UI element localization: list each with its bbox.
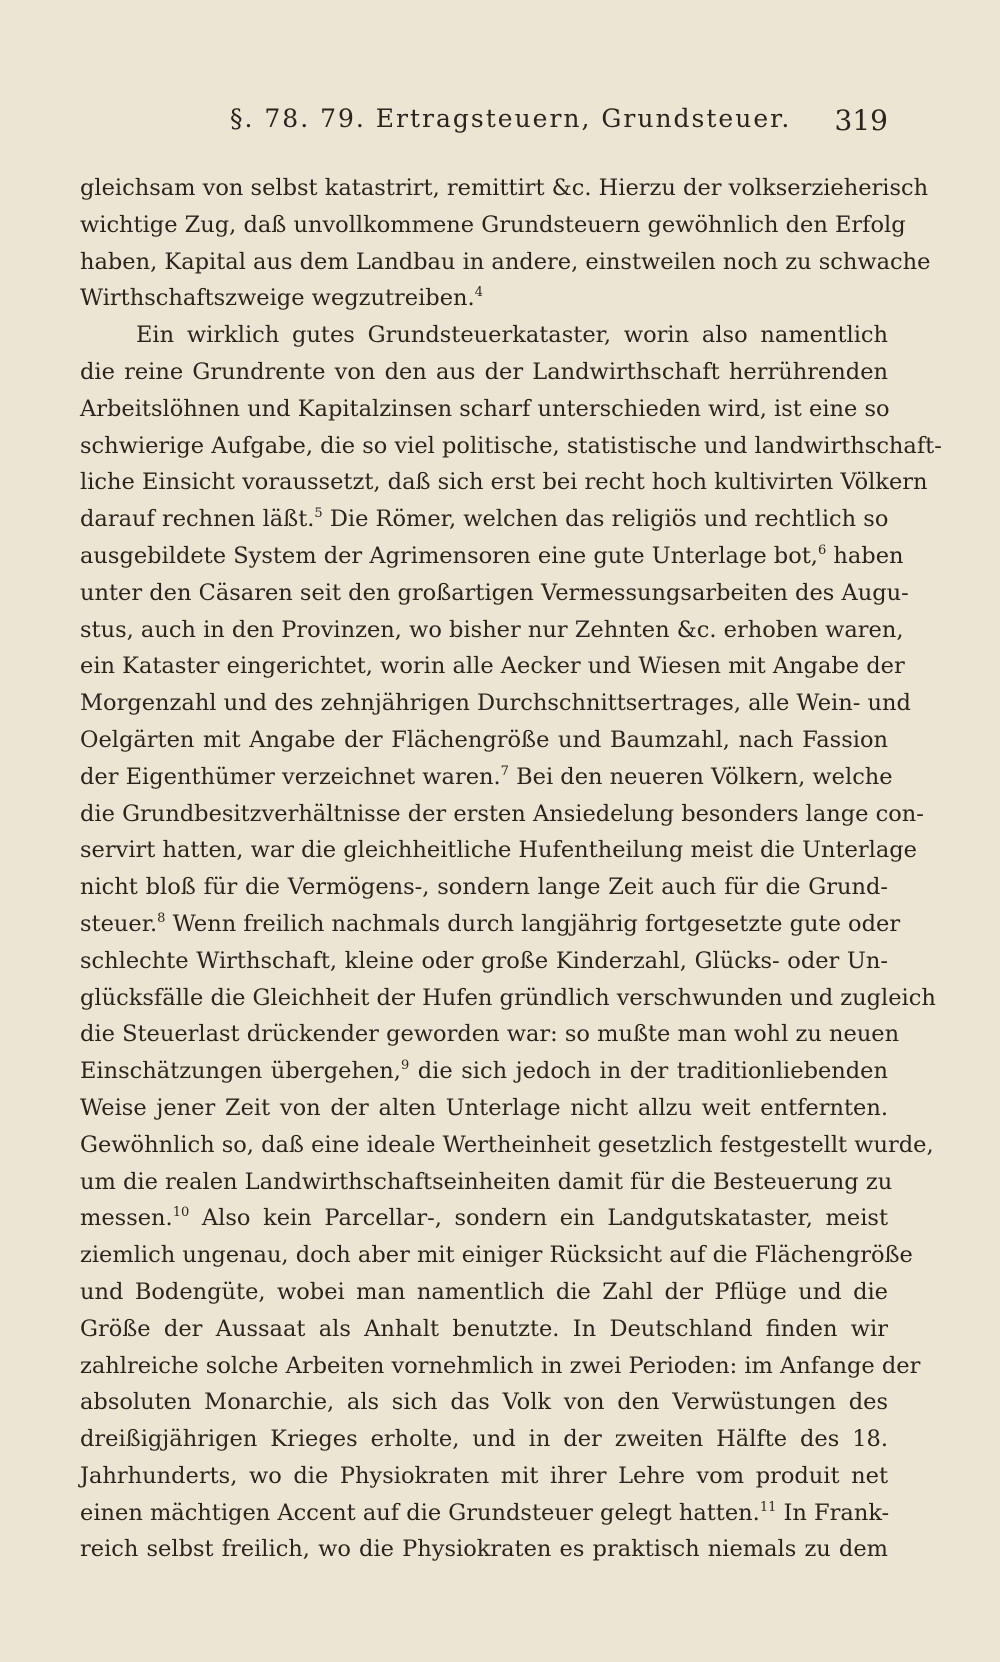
line-text: die Steuerlast drückender geworden war: so mußte man wohl zu neuen [80,1021,900,1048]
line-text: reich selbst freilich, wo die Physiokraten es praktisch niemals zu dem [80,1536,888,1563]
line-text: wichtige Zug, daß unvollkommene Grundsteuern gewöhnlich den Erfolg [80,211,906,238]
text-line [80,796,924,833]
text-line [80,906,901,943]
text-line [80,1200,888,1237]
line-text: nicht bloß für die Vermögens-, sondern lange Zeit auch für die Grund- [80,874,888,901]
text-line [80,980,936,1017]
line-text: Wirthschaftszweige wegzutreiben. [80,285,475,312]
text-line [80,722,888,759]
line-text: Morgenzahl und des zehnjährigen Durchschnittsertrages, alle Wein- und [80,690,911,717]
line-text: die Grundbesitzverhältnisse der ersten Ansiedelung besonders lange con- [80,800,924,827]
text-line [80,170,929,207]
line-text-continued: haben [826,542,904,569]
line-text: stus, auch in den Provinzen, wo bisher nur Zehnten &c. erhoben waren, [80,616,904,643]
text-line [80,648,905,685]
line-text-continued: Wenn freilich nachmals durch langjährig fortgesetzte gute oder [165,910,901,937]
line-text: messen. [80,1205,173,1232]
text-line [80,354,888,391]
footnote-marker: 8 [157,910,166,926]
line-text: Oelgärten mit Angabe der Flächengröße und Baumzahl, nach Fassion [80,726,888,753]
footnote-marker: 7 [500,763,509,779]
line-text: darauf rechnen läßt. [80,506,315,533]
text-line [80,612,904,649]
line-text: gleichsam von selbst katastrirt, remittirt &c. Hierzu der volkserzieherisch [80,175,929,201]
text-line [80,1495,888,1532]
text-line [80,1016,900,1053]
line-text: ein Kataster eingerichtet, worin alle Aecker und Wiesen mit Angabe der [80,653,905,680]
footnote-marker: 11 [759,1499,777,1515]
footnote-marker: 5 [314,506,323,522]
text-line [80,1164,893,1201]
footnote-marker: 10 [172,1205,190,1221]
text-line [80,575,909,612]
text-line [80,1311,888,1348]
text-line [80,1127,934,1164]
text-line [80,538,904,575]
text-line [80,207,906,244]
text-line [80,1384,888,1421]
text-line [80,943,888,980]
line-text: steuer. [80,910,158,937]
text-line [80,391,888,428]
text-line [80,1421,888,1458]
line-text-continued: die sich jedoch in der traditionliebenden [409,1058,888,1085]
line-text: glücksfälle die Gleichheit der Hufen gründlich verschwunden und zugleich [80,984,936,1011]
footnote-marker: 4 [474,285,483,301]
text-line [80,1274,888,1311]
text-line [80,464,928,501]
line-text: servirt hatten, war die gleichheitliche Hufentheilung meist die Unterlage [80,837,917,864]
text-line [80,1053,888,1090]
line-text-continued: In Frank- [776,1499,890,1526]
line-text: Einschätzungen übergehen, [80,1058,401,1085]
body-text [80,170,942,1568]
line-text: Gewöhnlich so, daß eine ideale Wertheinheit gesetzlich festgestellt wurde, [80,1131,934,1158]
running-header [80,104,888,144]
line-text: dreißigjährigen Krieges erholte, und in der zweiten Hälfte des 18. [80,1426,888,1453]
line-text: Ein wirklich gutes Grundsteuerkataster, worin also namentlich [136,322,888,349]
line-text: unter den Cäsaren seit den großartigen Vermessungsarbeiten des Augu- [80,579,909,606]
text-line [80,317,888,354]
text-line [80,832,917,869]
line-text: schlechte Wirthschaft, kleine oder große Kinderzahl, Glücks- oder Un- [80,947,888,974]
text-line [80,280,888,317]
text-line [80,759,893,796]
line-text-continued: Bei den neueren Völkern, welche [508,763,893,790]
page-number: 319 [834,104,888,137]
line-text: der Eigenthümer verzeichnet waren. [80,763,501,790]
line-text-continued: Also kein Parcellar-, sondern ein Landgutskataster, meist [189,1205,888,1232]
line-text-continued: Die Römer, welchen das religiös und rechtlich so [322,506,889,533]
text-line [80,1090,888,1127]
text-line [80,428,942,465]
footnote-marker: 9 [400,1058,410,1074]
text-line [80,1237,913,1274]
text-line [80,1458,888,1495]
text-line [80,1531,888,1568]
text-line [80,1348,921,1385]
line-text: ziemlich ungenau, doch aber mit einiger Rücksicht auf die Flächengröße [80,1242,913,1269]
running-title: §. 78. 79. Ertragsteuern, Grundsteuer. [230,104,792,133]
line-text: und Bodengüte, wobei man namentlich die Zahl der Pflüge und die [80,1278,888,1305]
line-text: haben, Kapital aus dem Landbau in andere, einstweilen noch zu schwache [80,248,931,275]
line-text: Weise jener Zeit von der alten Unterlage nicht allzu weit entfernten. [80,1094,888,1121]
footnote-marker: 6 [817,542,827,558]
line-text: einen mächtigen Accent auf die Grundsteuer gelegt hatten. [80,1499,760,1526]
text-line [80,501,888,538]
line-text: absoluten Monarchie, als sich das Volk von den Verwüstungen des [80,1389,888,1416]
line-text: Jahrhunderts, wo die Physiokraten mit ihrer Lehre vom produit net [80,1462,888,1489]
line-text: Arbeitslöhnen und Kapitalzinsen scharf unterschieden wird, ist eine so [80,395,890,422]
line-text: um die realen Landwirthschaftseinheiten damit für die Besteuerung zu [80,1168,893,1195]
text-line [80,244,931,281]
text-line [80,685,911,722]
line-text: liche Einsicht voraussetzt, daß sich erst bei recht hoch kultivirten Völkern [80,469,928,496]
text-line [80,869,888,906]
line-text: ausgebildete System der Agrimensoren eine gute Unterlage bot, [80,542,818,569]
line-text: Größe der Aussaat als Anhalt benutzte. In Deutschland finden wir [80,1315,888,1342]
line-text: schwierige Aufgabe, die so viel politische, statistische und landwirthschaft- [80,432,942,459]
line-text: zahlreiche solche Arbeiten vornehmlich in zwei Perioden: im Anfange der [80,1352,921,1379]
line-text: die reine Grundrente von den aus der Landwirthschaft herrührenden [80,358,888,385]
